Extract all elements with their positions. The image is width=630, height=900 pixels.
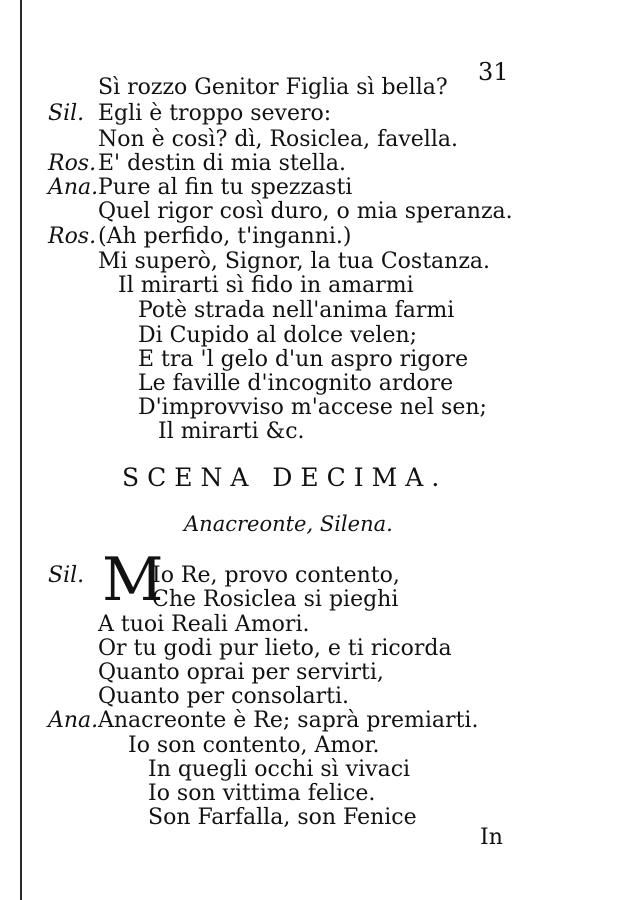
verse-line: Son Farfalla, son Fenice (148, 805, 417, 830)
verse-line: Il mirarti &c. (158, 419, 305, 444)
dialogue-line: Non è così? dì, Rosiclea, favella. (98, 127, 458, 152)
verse-line: D'improvviso m'accese nel sen; (138, 395, 487, 420)
dialogue-line: Che Rosiclea si pieghi (152, 587, 399, 612)
dialogue-line: Sì rozzo Genitor Figlia sì bella? (98, 75, 448, 100)
verse-line: E tra 'l gelo d'un aspro rigore (138, 347, 469, 372)
verse-line: Io son contento, Amor. (128, 733, 380, 758)
verse-line: Potè strada nell'anima farmi (138, 298, 455, 323)
dialogue-line: Or tu godi pur lieto, e ti ricorda (98, 636, 452, 661)
verse-line: Le faville d'incognito ardore (138, 371, 454, 396)
dialogue-line: Pure al fin tu spezzasti (98, 175, 353, 200)
page-edge-rule (20, 0, 22, 900)
verse-line: In quegli occhi sì vivaci (148, 757, 411, 782)
speaker-label: Ana. (48, 175, 99, 200)
scene-characters: Anacreonte, Silena. (184, 512, 393, 536)
speaker-label: Ros. (48, 224, 97, 249)
dialogue-line: Mi superò, Signor, la tua Costanza. (98, 249, 491, 274)
verse-line: Il mirarti sì fido in amarmi (118, 273, 414, 298)
dialogue-line: Anacreonte è Re; saprà premiarti. (98, 708, 479, 733)
speaker-label: Sil. (48, 563, 85, 588)
dialogue-line: Quanto oprai per servirti, (98, 660, 384, 685)
catchword: In (480, 825, 503, 850)
speaker-label: Sil. (48, 101, 85, 126)
dialogue-line: E' destin di mia stella. (98, 151, 346, 176)
dialogue-line: Io Re, provo contento, (152, 563, 400, 588)
dialogue-line: Quanto per consolarti. (98, 684, 349, 709)
dialogue-line: Egli è troppo severo: (98, 101, 332, 126)
dialogue-line: A tuoi Reali Amori. (98, 612, 310, 637)
scene-title: SCENA DECIMA. (122, 463, 448, 492)
dialogue-line: (Ah perfido, t'inganni.) (98, 224, 352, 249)
speaker-label: Ros. (48, 151, 97, 176)
verse-line: Di Cupido al dolce velen; (138, 323, 418, 348)
verse-line: Io son vittima felice. (148, 781, 376, 806)
page-number: 31 (478, 58, 509, 86)
dialogue-line: Quel rigor così duro, o mia speranza. (98, 199, 513, 224)
drop-cap: M (102, 545, 164, 615)
speaker-label: Ana. (48, 708, 99, 733)
